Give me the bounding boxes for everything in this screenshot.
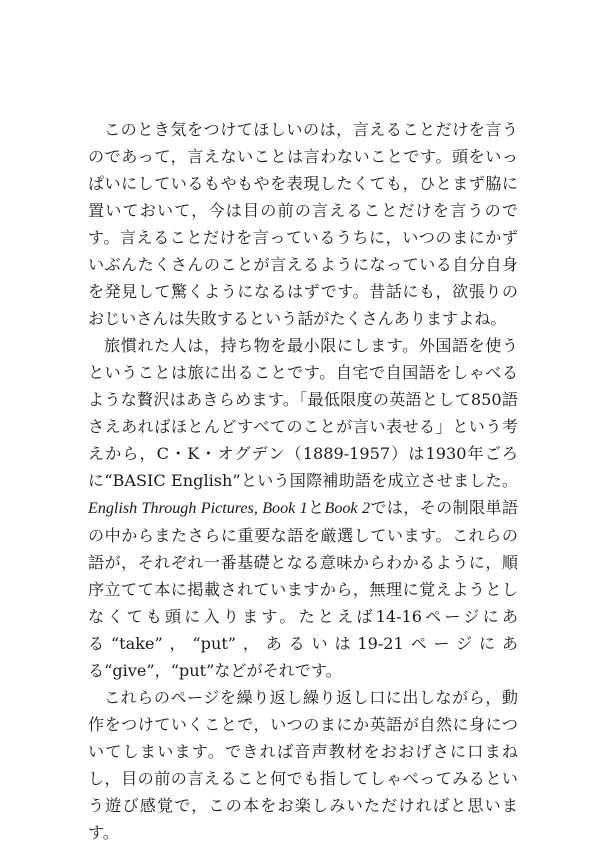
paragraph-3-text: これらのページを繰り返し繰り返し口に出しながら，動作をつけていくことで，いつのまにか英語が自然に身についてしまいます。できれば音声教材をおおげさに口まねし，目の前の言えること何でも指してしゃべってみるという遊び感覚で，この本をお楽しみいただければと思います。 — [88, 688, 518, 842]
book-title-2: Book 2 — [324, 500, 370, 517]
paragraph-2-part-1: 旅慣れた人は，持ち物を最小限にします。外国語を使うということは旅に出ることです。自宅で自国語をしゃべるような贅沢はあきらめます。「最低限度の英語として850語さえあればほとんどすべてのことが言い表せる」という考えから，C・K・オグデン（1889-1957）は1930年ごろに“BASIC English”という国際補助語を成立させました。 — [88, 336, 518, 490]
book-title-1: English Through Pictures, Book 1 — [88, 500, 308, 517]
paragraph-2-part-3: では，その制限単語の中からまたさらに重要な語を厳選しています。これらの語が，それぞれ一番基礎となる意味からわかるように，順序立てて本に掲載されていますから，無理に覚えようとしなくても頭に入ります。たとえば14-16ページにある“take”，“put”，あるいは19-21ページにある“give”，“put”などがそれです。 — [88, 498, 519, 680]
paragraph-2-part-2: と — [307, 498, 325, 517]
body-text — [88, 116, 518, 846]
paragraph-1 — [88, 116, 518, 332]
paragraph-1-text: このとき気をつけてほしいのは，言えることだけを言うのであって，言えないことは言わないことです。頭をいっぱいにしているもやもやを表現したくても，ひとまず脇に置いておいて，今は目の前の言えることだけを言うのです。言えることだけを言っているうちに，いつのまにかずいぶんたくさんのことが言えるようになっている自分自身を発見して驚くようになるはずです。昔話にも，欲張りのおじいさんは失敗するという話がたくさんありますよね。 — [88, 120, 518, 328]
paragraph-3 — [88, 684, 518, 846]
paragraph-2 — [88, 332, 518, 684]
